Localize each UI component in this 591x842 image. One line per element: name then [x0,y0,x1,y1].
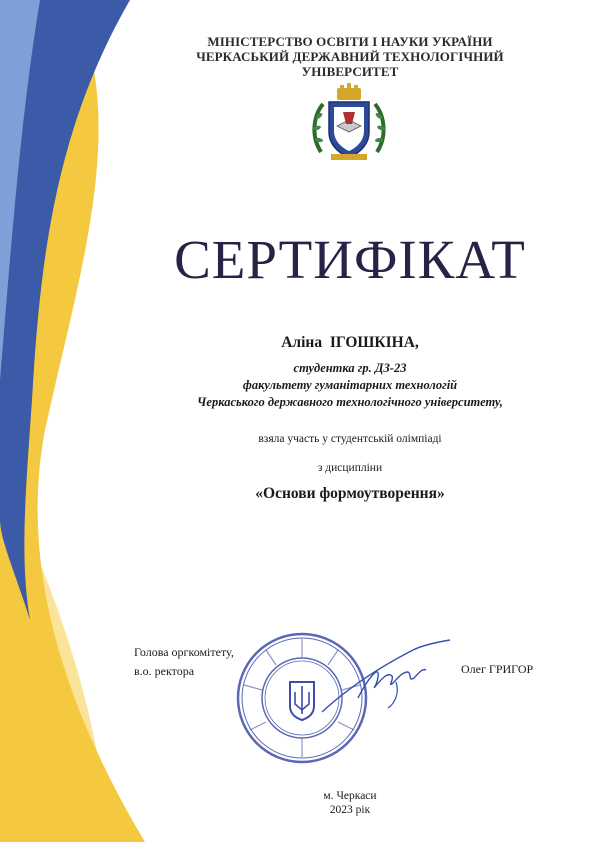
year: 2023 рік [329,804,371,816]
recipient-name [150,334,550,352]
certificate-title: СЕРТИФІКАТ [174,229,526,290]
signatory-role [134,643,234,681]
discipline-label: з дисципліни [317,462,383,474]
recipient-faculty: факультету гуманітарних технологій [242,378,458,392]
signatory-role-line2: в.о. ректора [134,664,195,678]
discipline-name: «Основи формоутворення» [255,485,445,502]
university-crest-icon [307,82,391,166]
ministry-header [150,34,550,79]
ministry-line: МІНІСТЕРСТВО ОСВІТИ І НАУКИ УКРАЇНИ [207,34,493,49]
recipient-first-name: Аліна [281,334,323,351]
handwritten-signature-icon [318,638,458,718]
university-line: ЧЕРКАСЬКИЙ ДЕРЖАВНИЙ ТЕХНОЛОГІЧНИЙ УНІВЕРСИТЕТ [196,49,504,79]
participation-text: взяла участь у студентській олімпіаді [258,433,442,445]
city: м. Черкаси [323,790,377,802]
recipient-university: Черкаського державного технологічного університету, [197,395,503,409]
recipient-last-name: ІГОШКІНА, [329,334,419,351]
recipient-group: студентка гр. ДЗ-23 [293,361,407,375]
signatory-role-line1: Голова оргкомітету, [134,645,234,659]
place-and-year [150,789,550,817]
signatory-name: Олег ГРИГОР [461,662,534,676]
